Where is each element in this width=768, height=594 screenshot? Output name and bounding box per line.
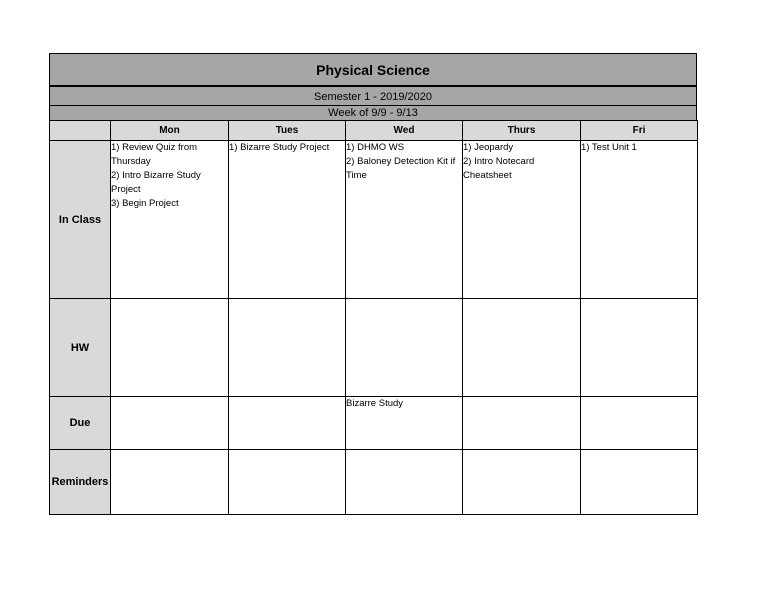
planner-sheet bbox=[49, 53, 697, 515]
schedule-cell-mon bbox=[111, 450, 229, 515]
schedule-cell-wed bbox=[346, 299, 463, 397]
schedule-entry: 2) Intro Bizarre Study Project bbox=[111, 170, 201, 195]
row-label: Reminders bbox=[50, 450, 111, 515]
day-header-wed: Wed bbox=[346, 121, 463, 141]
schedule-entry: 2) Baloney Detection Kit if Time bbox=[346, 156, 456, 181]
schedule-entry: 1) Review Quiz from Thursday bbox=[111, 142, 198, 167]
schedule-cell-fri bbox=[581, 397, 698, 450]
schedule-row bbox=[50, 299, 698, 397]
schedule-cell-tues bbox=[229, 397, 346, 450]
schedule-row bbox=[50, 450, 698, 515]
schedule-cell-thurs bbox=[463, 299, 581, 397]
schedule-cell-mon bbox=[111, 141, 229, 299]
schedule-cell-thurs bbox=[463, 450, 581, 515]
schedule-cell-wed bbox=[346, 141, 463, 299]
schedule-entry: 1) DHMO WS bbox=[346, 142, 405, 153]
day-header-thurs: Thurs bbox=[463, 121, 581, 141]
schedule-cell-fri bbox=[581, 299, 698, 397]
page-title: Physical Science bbox=[49, 53, 697, 85]
row-label: In Class bbox=[50, 141, 111, 299]
schedule-table bbox=[49, 120, 698, 515]
schedule-entry: 2) Intro Notecard Cheatsheet bbox=[463, 156, 535, 181]
semester-label: Semester 1 - 2019/2020 bbox=[49, 85, 697, 105]
day-header-fri: Fri bbox=[581, 121, 698, 141]
schedule-entry: Bizarre Study bbox=[346, 398, 404, 409]
row-label: Due bbox=[50, 397, 111, 450]
schedule-entry: 1) Bizarre Study Project bbox=[229, 142, 330, 153]
day-header-row bbox=[50, 121, 698, 141]
schedule-cell-thurs bbox=[463, 397, 581, 450]
corner-cell bbox=[50, 121, 111, 141]
schedule-cell-mon bbox=[111, 299, 229, 397]
schedule-cell-fri bbox=[581, 450, 698, 515]
day-header-mon: Mon bbox=[111, 121, 229, 141]
schedule-cell-fri bbox=[581, 141, 698, 299]
schedule-entry: 1) Test Unit 1 bbox=[581, 142, 637, 153]
schedule-cell-tues bbox=[229, 450, 346, 515]
schedule-cell-thurs bbox=[463, 141, 581, 299]
schedule-row bbox=[50, 397, 698, 450]
schedule-cell-wed bbox=[346, 397, 463, 450]
row-label: HW bbox=[50, 299, 111, 397]
schedule-cell-tues bbox=[229, 299, 346, 397]
day-header-tues: Tues bbox=[229, 121, 346, 141]
week-label: Week of 9/9 - 9/13 bbox=[49, 105, 697, 120]
schedule-row bbox=[50, 141, 698, 299]
schedule-entry: 1) Jeopardy bbox=[463, 142, 514, 153]
schedule-cell-tues bbox=[229, 141, 346, 299]
schedule-entry: 3) Begin Project bbox=[111, 198, 179, 209]
schedule-cell-mon bbox=[111, 397, 229, 450]
schedule-cell-wed bbox=[346, 450, 463, 515]
